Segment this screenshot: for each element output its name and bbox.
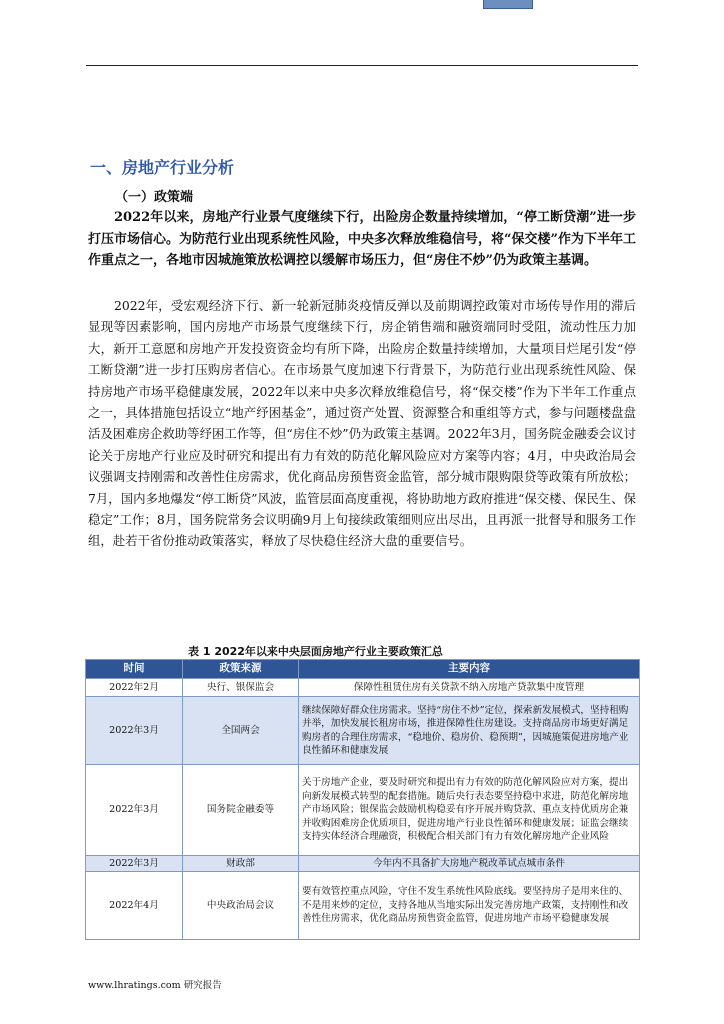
footer-label: 研究报告 [183, 980, 222, 991]
header-time: 时间 [86, 660, 183, 679]
header-tab [483, 0, 533, 9]
row-source: 中央政治局会议 [183, 872, 299, 940]
row-source: 财政部 [183, 856, 299, 872]
row-time: 2022年3月 [86, 697, 183, 765]
table-row [86, 679, 640, 697]
row-content: 保障性租赁住房有关贷款不纳入房地产贷款集中度管理 [299, 679, 640, 697]
lead-paragraph: 2022年以来，房地产行业景气度继续下行，出险房企数量持续增加，“停工断贷潮”进一步打压市场信心。为防范行业出现系统性风险，中央多次释放维稳信号，将“保交楼”作为下半年工作重点之一，各地市因城施策放松调控以缓解市场压力，但“房住不炒”仍为政策主基调。 [88, 210, 636, 269]
row-content: 关于房地产企业，要及时研究和提出有力有效的防范化解风险应对方案，提出向新发展模式转型的配套措施。随后央行表态要坚持稳中求进，防范化解房地产市场风险；银保监会鼓励机构稳妥有序开展并购贷款、重点支持优质房企兼并收购困难房企优质项目，促进房地产行业良性循环和健康发展；证监会继续支持实体经济合理融资，积极配合相关部门有力有效化解房地产企业风险 [299, 765, 640, 856]
table-header-row [86, 660, 640, 679]
policy-table [85, 659, 640, 940]
row-content: 今年内不具备扩大房地产税改革试点城市条件 [299, 856, 640, 872]
row-source: 全国两会 [183, 697, 299, 765]
page-footer [88, 977, 222, 991]
row-time: 2022年3月 [86, 765, 183, 856]
row-source: 国务院金融委等 [183, 765, 299, 856]
table-row [86, 765, 640, 856]
row-time: 2022年4月 [86, 872, 183, 940]
header-content: 主要内容 [299, 660, 640, 679]
subsection-title: （一）政策端 [115, 190, 194, 205]
body-paragraph: 2022年，受宏观经济下行、新一轮新冠肺炎疫情反弹以及前期调控政策对市场传导作用的滞后显现等因素影响，国内房地产市场景气度继续下行，房企销售端和融资端同时受阻，流动性压力加大，新开工意愿和房地产开发投资资金均有所下降，出险房企数量持续增加，大量项目烂尾引发“停工断贷潮”进一步打压购房者信心。在市场景气度加速下行背景下，为防范行业出现系统性风险、保持房地产市场平稳健康发展，2022年以来中央多次释放维稳信号，将“保交楼”作为下半年工作重点之一，具体措施包括设立“地产纾困基金”，通过资产处置、资源整合和重组等方式，参与问题楼盘盘活及困难房企救助等纾困工作等，但“房住不炒”仍为政策主基调。2022年3月，国务院金融委会议讨论关于房地产行业应及时研究和提出有力有效的防范化解风险应对方案等内容；4月，中央政治局会议强调支持刚需和改善性住房需求，优化商品房预售资金监管，部分城市限购限贷等政策有所放松；7月，国内多地爆发“停工断贷”风波，监管层面高度重视，将协助地方政府推进“保交楼、保民生、保稳定”工作；8月，国务院常务会议明确9月上旬接续政策细则应出尽出，且再派一批督导和服务工作组，赴若干省份推动政策落实，释放了尽快稳住经济大盘的重要信号。 [88, 298, 636, 549]
table-row [86, 872, 640, 940]
table-row [86, 856, 640, 872]
section-title: 一、房地产行业分析 [90, 158, 235, 177]
row-time: 2022年3月 [86, 856, 183, 872]
table-caption: 表 1 2022年以来中央层面房地产行业主要政策汇总 [188, 645, 443, 658]
row-time: 2022年2月 [86, 679, 183, 697]
header-divider [86, 65, 638, 66]
header-source: 政策来源 [183, 660, 299, 679]
footer-site-link[interactable]: www.lhratings.com [88, 980, 181, 991]
table-row [86, 697, 640, 765]
row-source: 央行、银保监会 [183, 679, 299, 697]
row-content: 继续保障好群众住房需求。坚持“房住不炒”定位，探索新发展模式，坚持租购并举，加快发展长租房市场，推进保障性住房建设。支持商品房市场更好满足购房者的合理住房需求，“稳地价、稳房价、稳预期”，因城施策促进房地产业良性循环和健康发展 [299, 697, 640, 765]
row-content: 要有效管控重点风险，守住不发生系统性风险底线。要坚持房子是用来住的、不是用来炒的定位，支持各地从当地实际出发完善房地产政策，支持刚性和改善性住房需求，优化商品房预售资金监管，促进房地产市场平稳健康发展 [299, 872, 640, 940]
